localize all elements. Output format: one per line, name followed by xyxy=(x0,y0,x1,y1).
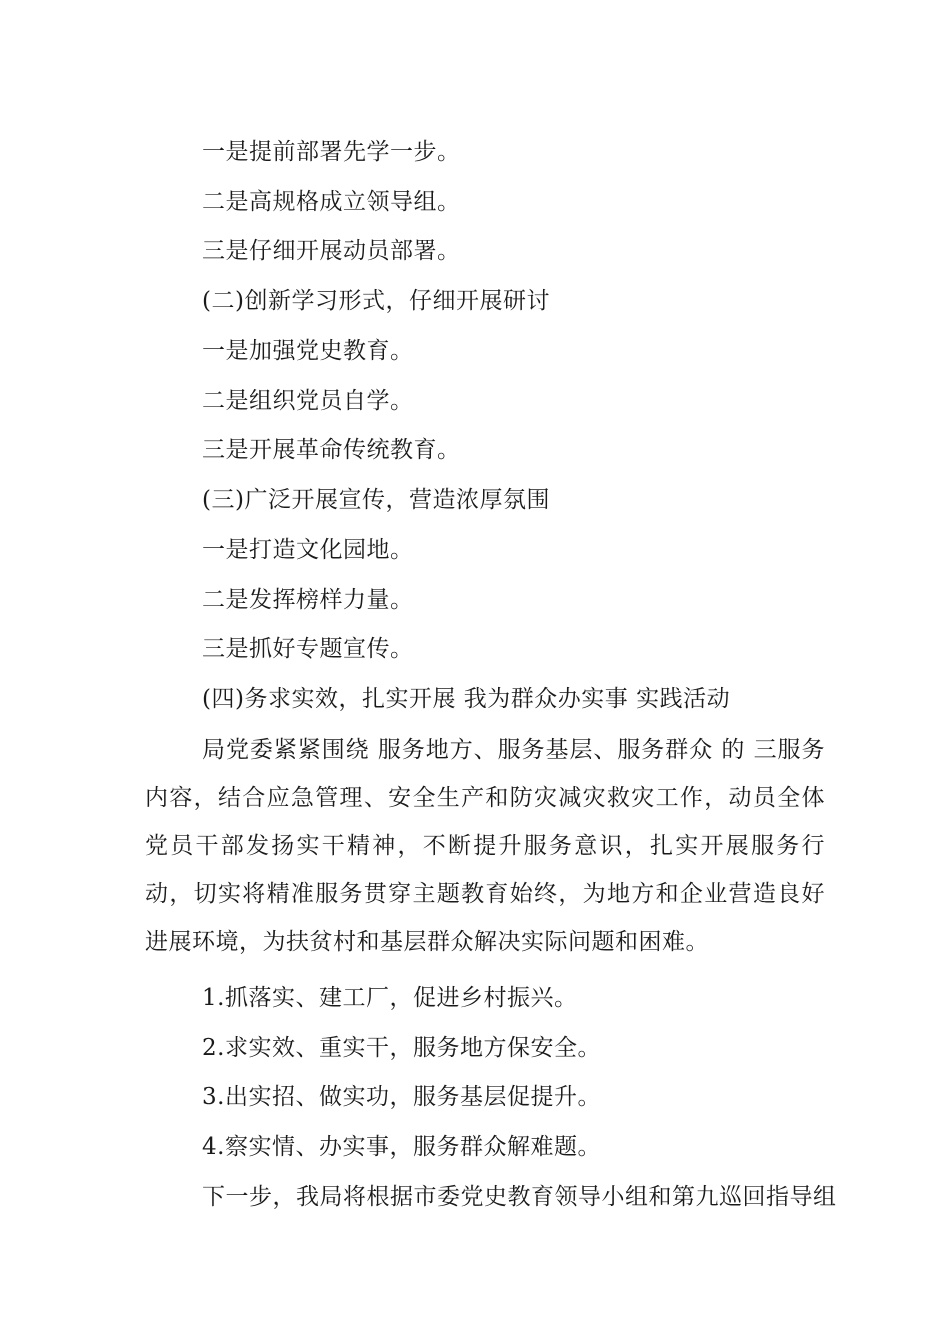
list-item: 2.求实效、重实干，服务地方保安全。 xyxy=(202,1035,601,1061)
list-item: 4.察实情、办实事，服务群众解难题。 xyxy=(202,1134,601,1160)
body-paragraph: 局党委紧紧围绕 服务地方、服务基层、服务群众 的 三服务 内容，结合应急管理、安全生产和防灾减灾救灾工作，动员全体党员干部发扬实干精神，不断提升服务意识，扎实开展服务行动，切实将精准服务贯穿主题教育始终，为地方和企业营造良好进展环境，为扶贫村和基层群众解决实际问题和困难。 xyxy=(145,737,825,955)
section-heading: (三)广泛开展宣传，营造浓厚氛围 xyxy=(202,487,550,513)
text-line: 三是仔细开展动员部署。 xyxy=(202,238,461,264)
list-item: 3.出实招、做实功，服务基层促提升。 xyxy=(202,1084,601,1110)
text-line: 一是加强党史教育。 xyxy=(202,338,414,364)
section-heading: (二)创新学习形式，仔细开展研讨 xyxy=(202,288,550,314)
section-heading: (四)务求实效，扎实开展 我为群众办实事 实践活动 xyxy=(202,686,731,712)
text-line: 一是提前部署先学一步。 xyxy=(202,139,461,165)
text-line: 二是组织党员自学。 xyxy=(202,388,414,414)
list-item: 1.抓落实、建工厂，促进乡村振兴。 xyxy=(202,985,578,1011)
closing-line: 下一步，我局将根据市委党史教育领导小组和第九巡回指导组 xyxy=(202,1184,837,1210)
text-line: 二是高规格成立领导组。 xyxy=(202,189,461,215)
text-line: 三是抓好专题宣传。 xyxy=(202,636,414,662)
text-line: 二是发挥榜样力量。 xyxy=(202,587,414,613)
text-line: 三是开展革命传统教育。 xyxy=(202,437,461,463)
text-line: 一是打造文化园地。 xyxy=(202,537,414,563)
